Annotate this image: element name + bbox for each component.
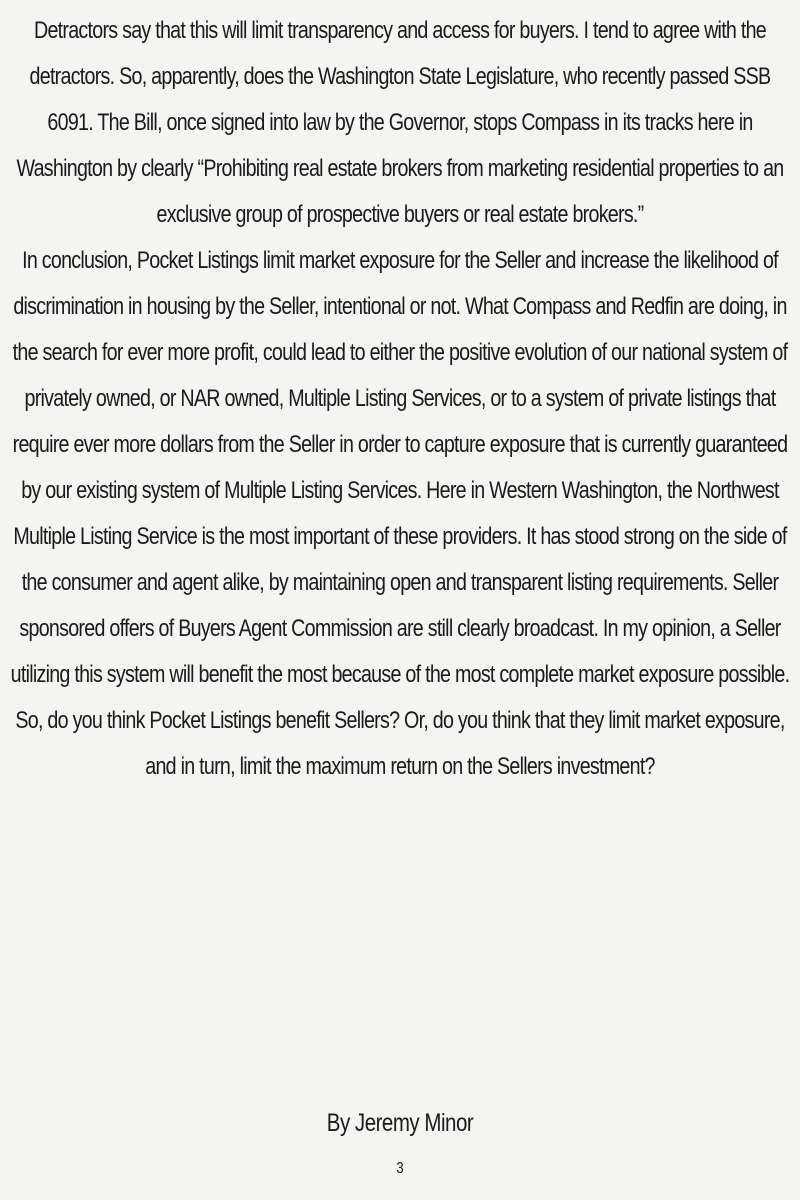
paragraph-conclusion: In conclusion, Pocket Listings limit market exposure for the Seller and increase the likelihood of discrimination in housing by the Seller, intentional or not. What Compass and Redfin are doing, in the search for ever more profit, could lead to either the positive evolution of our national system of privately owned, or NAR owned, Multiple Listing Services, or to a system of private listings that require ever more dollars from the Seller in order to capture exposure that is currently guaranteed by our existing system of Multiple Listing Services. Here in Western Washington, the Northwest Multiple Listing Service is the most important of these providers. It has stood strong on the side of the consumer and agent alike, by maintaining open and transparent listing requirements. Seller sponsored offers of Buyers Agent Commission are still clearly broadcast. In my opinion, a Seller utilizing this system will benefit the most because of the most complete market exposure possible. So, do you think Pocket Listings benefit Sellers? Or, do you think that they limit market exposure, and in turn, limit the maximum return on the Sellers investment? (10, 247, 790, 780)
paragraph-legislature: Detractors say that this will limit transparency and access for buyers. I tend to agree with the detractors. So, apparently, does the Washington State Legislature, who recently passed SSB 6091. The Bill, once signed into law by the Governor, stops Compass in its tracks here in Washington by clearly “Prohibiting real estate brokers from marketing residential properties to an exclusive group of prospective buyers or real estate brokers.” (16, 17, 784, 228)
page-number: 3 (396, 1160, 404, 1177)
author-byline: By Jeremy Minor (326, 1109, 474, 1137)
